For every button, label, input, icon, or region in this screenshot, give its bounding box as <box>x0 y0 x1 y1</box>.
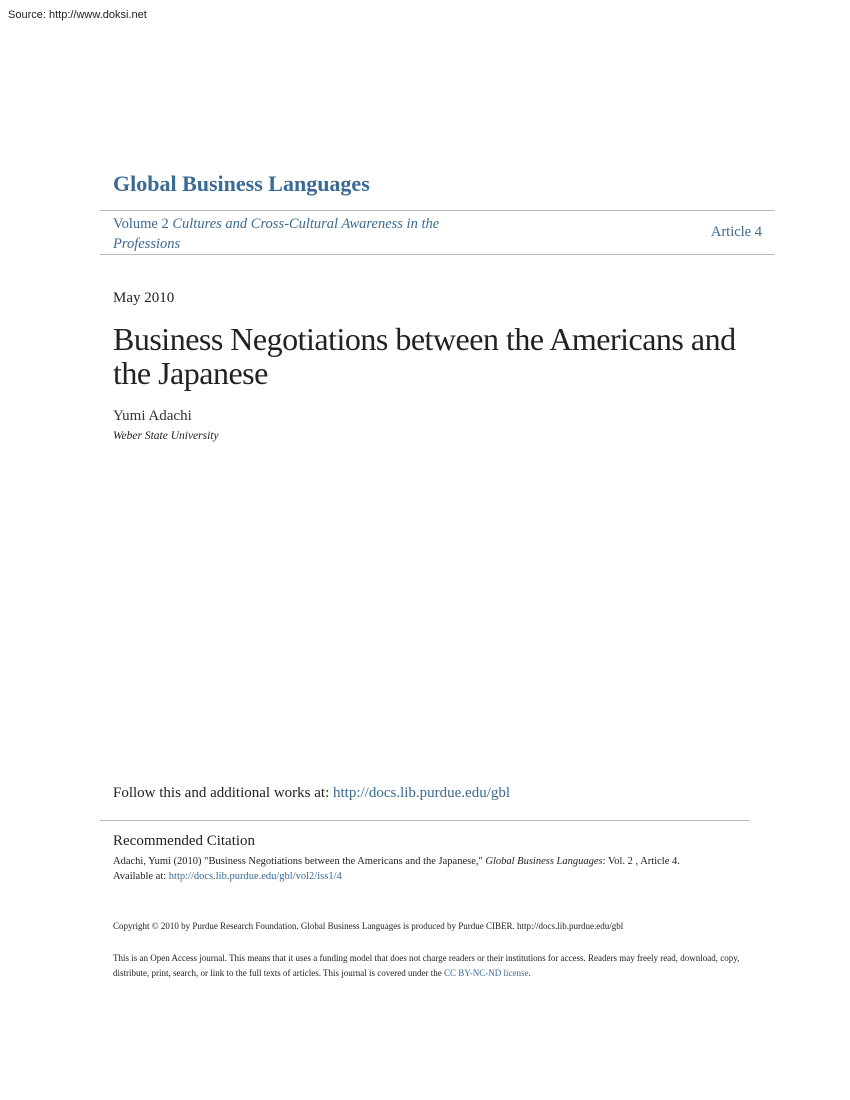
journal-title[interactable]: Global Business Languages <box>113 171 370 196</box>
open-access-notice <box>113 951 753 981</box>
open-access-text: This is an Open Access journal. This means that it uses a funding model that does not charge readers or their institutions for access. Readers may freely read, download, copy, distribute, print, search, or link to the full texts of articles. This journal is covered under the <box>113 953 740 978</box>
article-number[interactable]: Article 4 <box>710 224 762 240</box>
citation-rule <box>100 820 750 821</box>
citation-link[interactable]: http://docs.lib.purdue.edu/gbl/vol2/iss1/4 <box>168 871 342 882</box>
citation-journal: Global Business Languages <box>485 856 603 867</box>
paper-title: Business Negotiations between the Americans and the Japanese <box>113 321 736 391</box>
follow-line <box>113 785 510 802</box>
volume-title: Cultures and Cross-Cultural Awareness in the Professions <box>113 216 440 252</box>
author-affiliation: Weber State University <box>113 430 219 442</box>
header-top-rule <box>100 210 775 211</box>
citation-after: : Vol. 2 , Article 4. <box>602 856 680 867</box>
follow-link[interactable]: http://docs.lib.purdue.edu/gbl <box>332 785 511 801</box>
header-bottom-rule <box>100 254 775 255</box>
license-link[interactable]: CC BY-NC-ND license <box>444 968 529 978</box>
citation-before: Adachi, Yumi (2010) "Business Negotiations between the Americans and the Japanese," <box>113 856 483 867</box>
author-name: Yumi Adachi <box>113 408 192 424</box>
recommended-citation-heading: Recommended Citation <box>113 833 256 849</box>
follow-text: Follow this and additional works at: <box>113 785 330 801</box>
publication-date: May 2010 <box>113 290 175 306</box>
available-label: Available at: <box>113 871 167 882</box>
citation-text <box>113 854 753 884</box>
volume-info[interactable] <box>113 214 443 254</box>
source-note: Source: http://www.doksi.net <box>8 9 147 21</box>
volume-number: Volume 2 <box>113 216 169 232</box>
open-access-end: . <box>528 968 531 978</box>
copyright-notice: Copyright © 2010 by Purdue Research Foundation. Global Business Languages is produced by Purdue CIBER. http://docs.lib.purdue.edu/gbl <box>113 921 624 931</box>
